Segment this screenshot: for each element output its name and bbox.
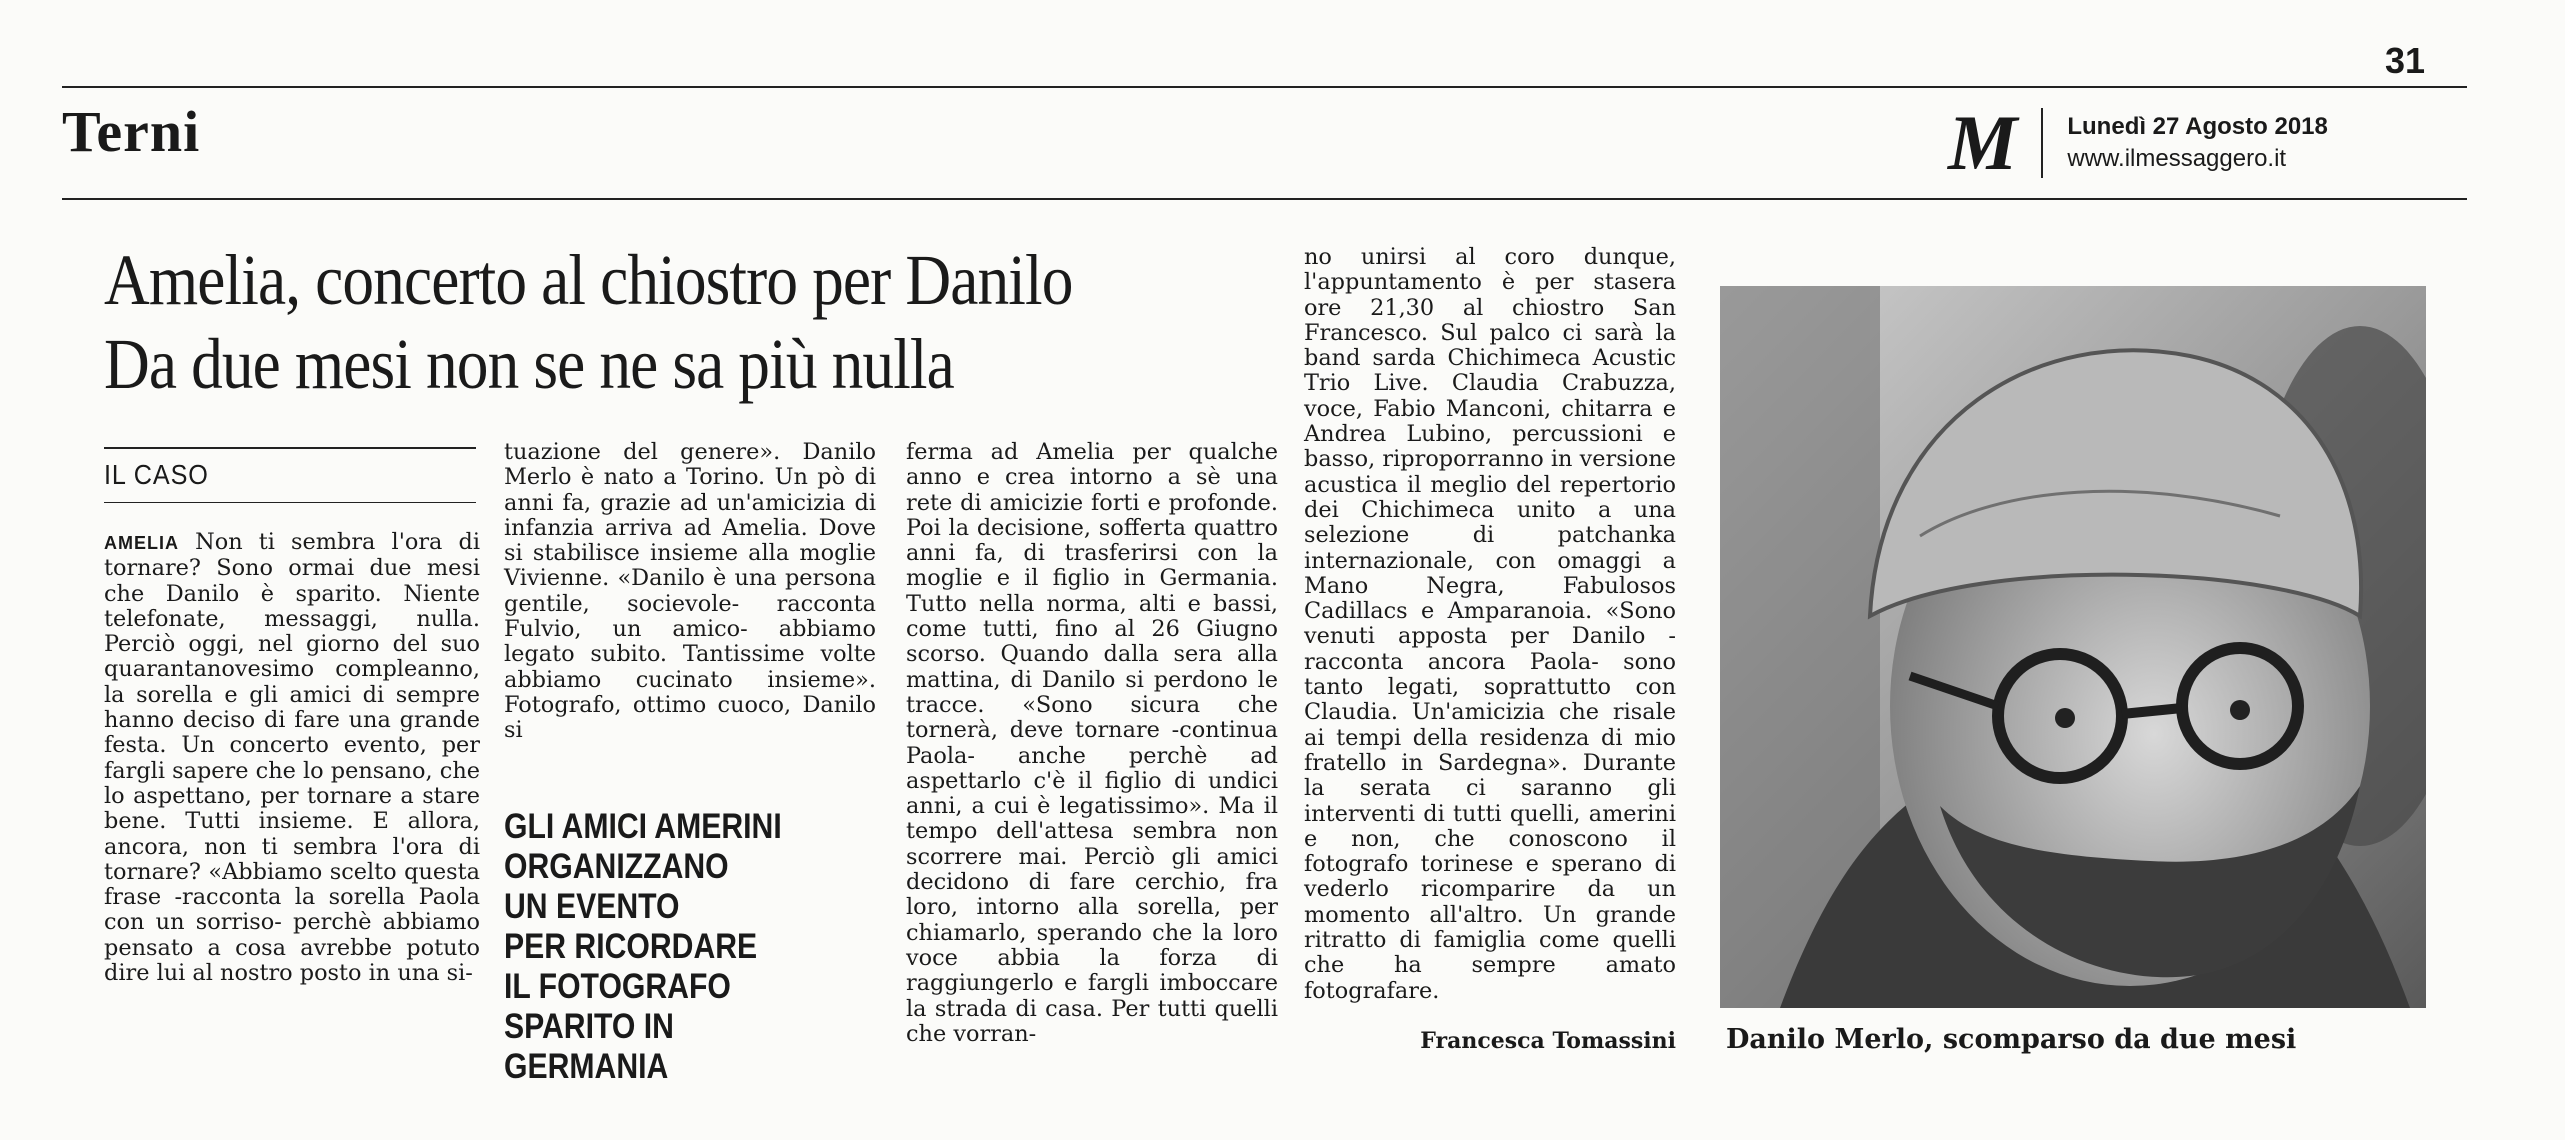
lead-text: Non ti sembra l'ora di tornare? Sono ormai due mesi che Danilo è sparito. Niente telefonate, messaggi, nulla. Perciò oggi, nel giorno del suo quarantanovesimo compleanno, la sorella e gli amici di sempre hanno deciso di fare una grande festa. Un concerto evento, per fargli sapere che lo pensano, che lo aspettano, per tornare a stare bene. Tutti insieme. E allora, ancora, non ti sembra l'ora di tornare? «Abbiamo scelto questa frase -racconta la sorella Paola con un sorriso- perchè abbiamo pensato a cosa avrebbe potuto dire lui al nostro posto in una si- [104,529,481,987]
article-column-4 [1304,245,1676,1004]
column-3-text: ferma ad Amelia per qualche anno e crea intorno a sè una rete di amicizie forti e profonde. Poi la decisione, sofferta quattro anni fa, di trasferirsi con la moglie e il figlio in Germania. Tutto nella norma, alti e bassi, come tutti, fino al 26 Giugno scorso. Quando dalla sera alla mattina, di Danilo si perdono le tracce. «Sono sicura che tornerà, deve tornare -continua Paola- anche perchè ad aspettarlo c'è il figlio di undici anni, a cui è legatissimo». Ma il tempo dell'attesa sembra non scorrere mai. Perciò gli amici decidono di fare cerchio, fra loro, intorno alla sorella, per chiamarlo, sperando che la loro voce abbia la forza di raggiungerlo e fargli imboccare la strada di casa. Per tutti quelli che vorran- [906,439,1278,1047]
headline-line-2: Da due mesi non se ne sa più nulla [104,324,954,404]
section-title: Terni [62,99,201,164]
column-2-text: tuazione del genere». Danilo Merlo è nato a Torino. Un pò di anni fa, grazie ad un'amicizia di infanzia arriva ad Amelia. Dove si stabilisce insieme alla moglie Vivienne. «Danilo è una persona gentile, socievole- racconta Fulvio, un amico- abbiamo legato subito. Tantissime volte abbiamo cucinato insieme». Fotografo, ottimo cuoco, Danilo si [504,439,876,744]
pull-quote: GLI AMICI AMERINI ORGANIZZANO UN EVENTO PER RICORDARE IL FOTOGRAFO SPARITO IN GERMANIA [504,806,782,1086]
column-4-text: no unirsi al coro dunque, l'appuntamento è per stasera ore 21,30 al chiostro San Francesco. Sul palco ci sarà la band sarda Chichimeca Acustic Trio Live. Claudia Crabuzza, voce, Fabio Manconi, chitarra e Andrea Lubino, percussioni e basso, riproporranno in versione acustica il meglio del repertorio dei Chichimeca unito a una selezione di patchanka internazionale, con omaggi a Mano Negra, Fabulosos Cadillacs e Amparanoia. «Sono venuti apposta per Danilo - racconta ancora Paola- sono tanto legati, soprattutto con Claudia. Un'amicizia che risale ai tempi della residenza di mio fratello in Sardegna». Durante la serata ci saranno gli interventi di tutti quelli, amerini e non, che conoscono il fotografo torinese e sperano di vederlo ricomparire da un momento all'altro. Un grande ritratto di famiglia come quelli che ha sempre amato fotografare. [1304,244,1676,1004]
byline: Francesca Tomassini [1420,1028,1676,1054]
issue-date: Lunedì 27 Agosto 2018 [2067,113,2328,140]
page-number: 31 [2384,40,2425,81]
portrait-photo [1720,286,2426,1008]
dateline: AMELIA [104,533,179,553]
photo-caption: Danilo Merlo, scomparso da due mesi [1726,1024,2297,1055]
headline [104,238,1160,406]
article-column-1 [104,530,480,986]
website-url: www.ilmessaggero.it [2067,145,2287,172]
newspaper-logo: M [1948,108,2043,178]
kicker-box [104,447,476,503]
masthead-text [2043,111,2328,175]
headline-line-1: Amelia, concerto al chiostro per Danilo [104,240,1073,320]
top-rule [62,86,2467,88]
kicker: IL CASO [104,459,209,490]
portrait-illustration [1720,286,2426,1008]
lead-paragraph [104,530,480,986]
section-rule [62,198,2467,200]
masthead [1948,99,2328,186]
article-column-2 [504,440,876,744]
article-column-3 [906,440,1278,1047]
